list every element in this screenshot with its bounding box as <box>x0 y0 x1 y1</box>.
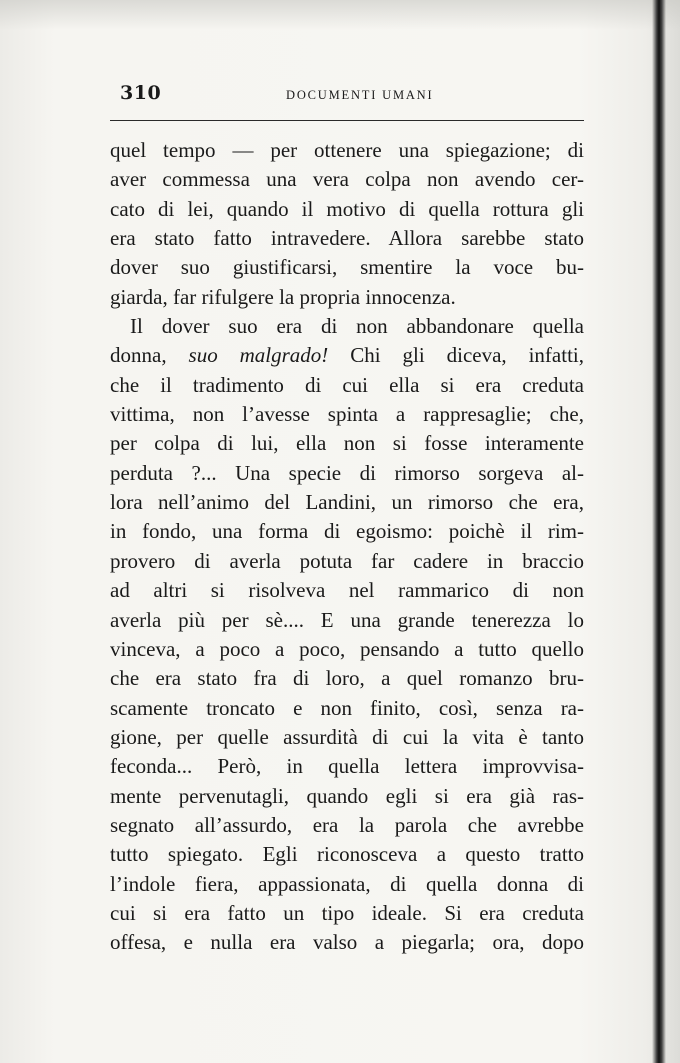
italic-phrase: suo malgrado! <box>188 343 329 368</box>
text-line: lora nell’animo del Landini, un rimorso che era, <box>110 490 584 515</box>
text-line: aver commessa una vera colpa non avendo cer- <box>110 167 584 192</box>
text-line: ad altri si risolveva nel rammarico di non <box>110 578 584 603</box>
text-line-with-italic <box>110 341 584 370</box>
text-line: perduta ?... Una specie di rimorso sorgeva al- <box>110 460 584 485</box>
scan-shadow <box>0 0 680 30</box>
text-line: feconda... Però, in quella lettera improvvisa- <box>110 754 584 779</box>
text-line: gione, per quelle assurdità di cui la vita è tanto <box>110 724 584 749</box>
text-segment: Chi gli diceva, infatti, <box>350 343 584 368</box>
running-head: DOCUMENTI UMANI <box>286 88 434 102</box>
text-line: vittima, non l’avesse spinta a rappresaglie; che, <box>110 402 584 427</box>
body-text <box>110 136 584 958</box>
text-line: segnato all’assurdo, era la parola che avrebbe <box>110 812 584 837</box>
text-line: scamente troncato e non finito, così, senza ra- <box>110 695 584 720</box>
text-line: cui si era fatto un tipo ideale. Si era creduta <box>110 900 584 925</box>
text-line: era stato fatto intravedere. Allora sarebbe stato <box>110 226 584 251</box>
page-header <box>110 80 584 110</box>
text-line: provero di averla potuta far cadere in braccio <box>110 548 584 573</box>
header-rule <box>110 120 584 121</box>
paragraph-start-line: Il dover suo era di non abbandonare quella <box>130 314 584 339</box>
text-line: l’indole fiera, appassionata, di quella donna di <box>110 871 584 896</box>
text-line: che il tradimento di cui ella si era creduta <box>110 372 584 397</box>
text-line: giarda, far rifulgere la propria innocenza. <box>110 284 456 309</box>
text-line: dover suo giustificarsi, smentire la voce bu- <box>110 255 584 280</box>
text-line: averla più per sè.... E una grande tenerezza lo <box>110 607 584 632</box>
text-line: offesa, e nulla era valso a piegarla; ora, dopo <box>110 930 584 955</box>
text-line: tutto spiegato. Egli riconosceva a questo tratto <box>110 842 584 867</box>
text-line: cato di lei, quando il motivo di quella rottura gli <box>110 196 584 221</box>
binding-edge <box>652 0 666 1063</box>
page-number: 310 <box>120 82 162 104</box>
text-line: mente pervenutagli, quando egli si era già ras- <box>110 783 584 808</box>
text-line: che era stato fra di loro, a quel romanzo bru- <box>110 666 584 691</box>
text-line: vinceva, a poco a poco, pensando a tutto quello <box>110 636 584 661</box>
text-segment: donna, <box>110 343 167 368</box>
text-line: quel tempo — per ottenere una spiegazione; di <box>110 138 584 162</box>
text-line: per colpa di lui, ella non si fosse interamente <box>110 431 584 456</box>
text-line: in fondo, una forma di egoismo: poichè il rim- <box>110 519 584 544</box>
